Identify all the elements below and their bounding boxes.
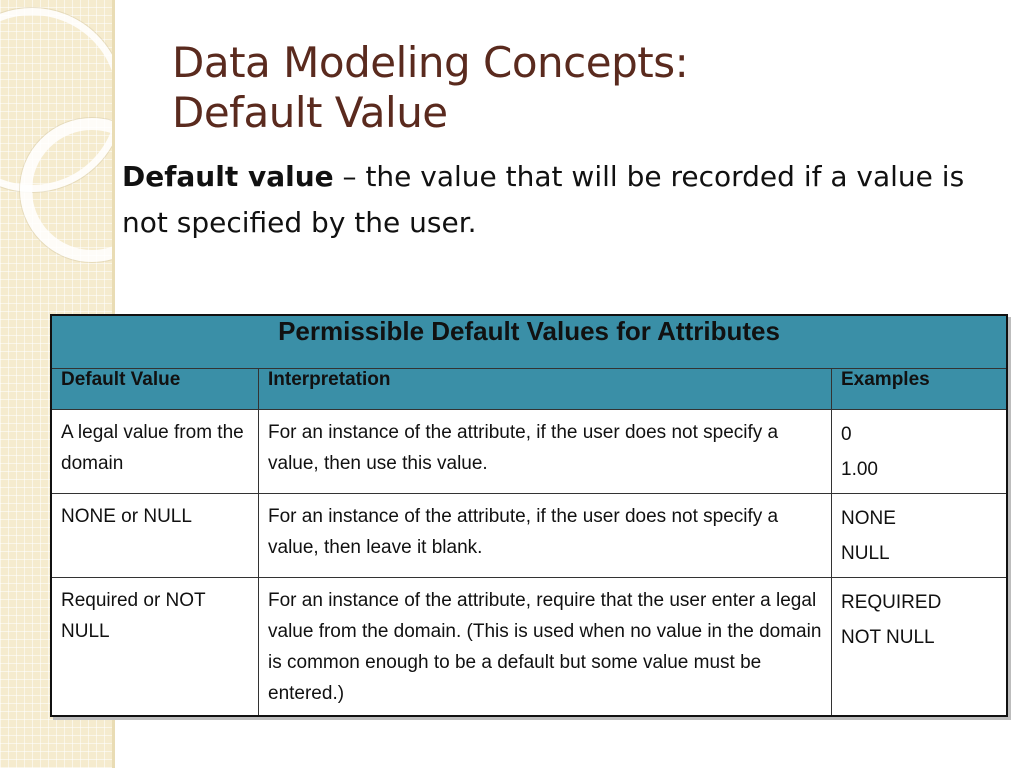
example-value: NONE <box>841 508 896 529</box>
example-value: 0 <box>841 424 852 445</box>
example-value: REQUIRED <box>841 592 942 613</box>
examples-cell <box>832 410 1008 494</box>
column-header-examples: Examples <box>832 369 1008 410</box>
interpretation-cell: For an instance of the attribute, require that the user enter a legal value from the domain. (This is used when no value in the domain is common enough to be a default but some value must be entered.) <box>259 578 832 717</box>
interpretation-cell: For an instance of the attribute, if the user does not specify a value, then leave it blank. <box>259 494 832 578</box>
column-header-interpretation: Interpretation <box>259 369 832 410</box>
definition-paragraph <box>122 154 1002 246</box>
definition-term: Default value <box>122 160 334 193</box>
table-row <box>51 578 1007 717</box>
default-values-table <box>50 314 1008 717</box>
default-value-cell: NONE or NULL <box>51 494 259 578</box>
example-value: NOT NULL <box>841 627 935 648</box>
slide-title <box>172 38 688 138</box>
examples-cell <box>832 494 1008 578</box>
definition-text: – the value that will be recorded if a value is not specified by the user. <box>122 160 965 239</box>
slide-title-line-1: Data Modeling Concepts: <box>172 38 689 87</box>
default-value-cell: A legal value from the domain <box>51 410 259 494</box>
default-value-cell: Required or NOT NULL <box>51 578 259 717</box>
table-row <box>51 494 1007 578</box>
example-value: NULL <box>841 543 890 564</box>
examples-cell <box>832 578 1008 717</box>
example-value: 1.00 <box>841 459 878 480</box>
table-caption: Permissible Default Values for Attributes <box>51 315 1007 369</box>
slide-title-line-2: Default Value <box>172 88 448 137</box>
column-header-default-value: Default Value <box>51 369 259 410</box>
interpretation-cell: For an instance of the attribute, if the user does not specify a value, then use this value. <box>259 410 832 494</box>
table-caption-row <box>51 315 1007 369</box>
table-row <box>51 410 1007 494</box>
table-header-row <box>51 369 1007 410</box>
